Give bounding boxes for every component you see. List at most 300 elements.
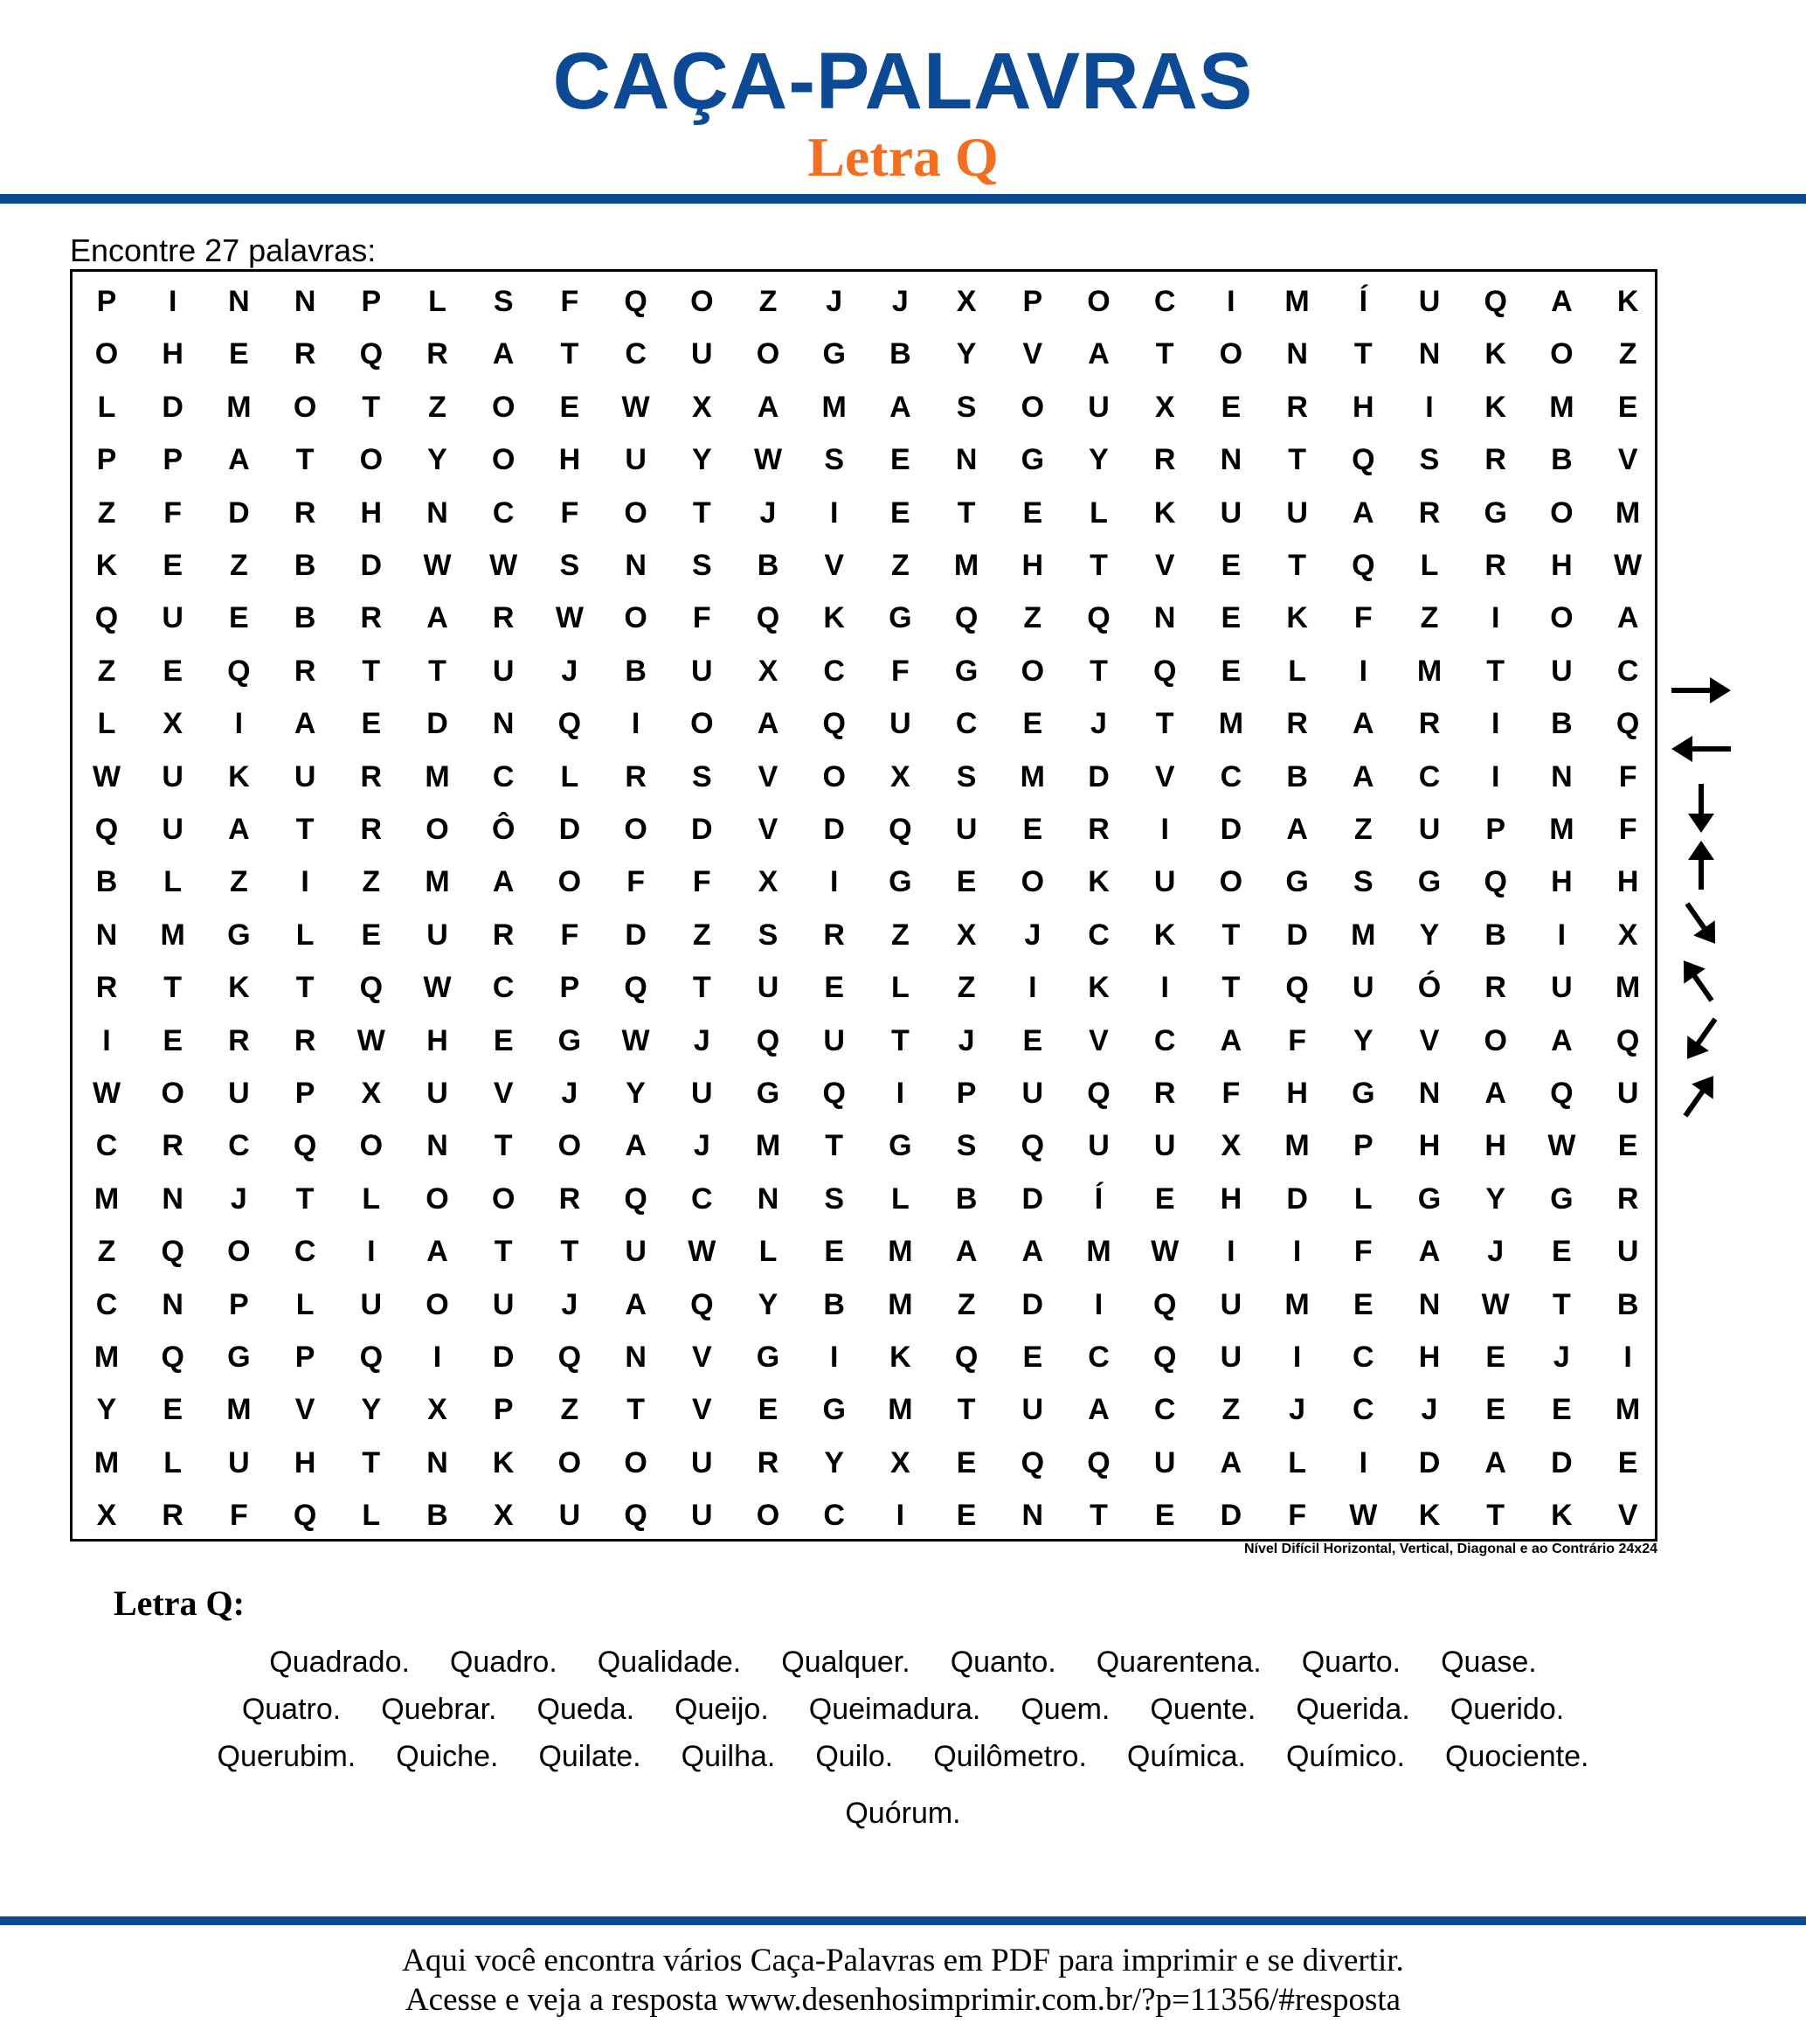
grid-cell: U	[1286, 495, 1308, 530]
grid-cell: N	[757, 1181, 779, 1216]
grid-cell: H	[1484, 1129, 1506, 1163]
grid-cell: Q	[227, 654, 251, 688]
grid-cell: E	[1221, 390, 1242, 424]
grid-cell: O	[624, 813, 647, 846]
grid-cell: H	[1616, 865, 1639, 899]
grid-cell: I	[168, 285, 177, 318]
grid-cell: U	[1153, 1129, 1176, 1163]
grid-cell: W	[1547, 1129, 1576, 1163]
grid-cell: U	[228, 1445, 250, 1479]
grid-cell: O	[1021, 865, 1045, 899]
grid-cell: U	[1021, 1393, 1044, 1427]
grid-cell: O	[491, 1181, 516, 1216]
grid-cell: G	[227, 1341, 251, 1374]
grid-cell: M	[1351, 918, 1376, 952]
grid-cell: T	[1155, 707, 1174, 741]
grid-cell: E	[361, 707, 382, 741]
grid-cell: C	[492, 495, 515, 530]
grid-cell: V	[1154, 549, 1175, 582]
grid-cell: U	[1220, 1287, 1242, 1321]
grid-cell: S	[559, 549, 580, 582]
grid-cell: R	[1418, 495, 1441, 530]
grid-cell: D	[1418, 1445, 1441, 1479]
grid-cell: T	[494, 1129, 513, 1163]
grid-cell: O	[293, 390, 317, 424]
grid-cell: C	[1088, 1341, 1110, 1374]
grid-cell: R	[1418, 707, 1441, 741]
grid-cell: Ó	[1417, 971, 1442, 1005]
grid-cell: Z	[1023, 601, 1042, 635]
grid-cell: E	[1485, 1393, 1506, 1427]
grid-cell: W	[1151, 1235, 1180, 1269]
grid-cell: G	[822, 337, 846, 371]
grid-cell: U	[1551, 654, 1573, 688]
grid-cell: I	[1557, 918, 1567, 952]
grid-cell: Q	[690, 1287, 714, 1321]
grid-cell: V	[824, 549, 845, 582]
grid-cell: U	[691, 1445, 713, 1479]
grid-cell: I	[829, 865, 839, 899]
grid-cell: Q	[161, 1235, 184, 1269]
grid-cell: W	[1481, 1287, 1510, 1321]
grid-cell: F	[1221, 1077, 1241, 1110]
grid-cell: M	[425, 759, 450, 793]
word-item: Quebrar.	[381, 1693, 497, 1726]
arrow-down-icon	[1688, 784, 1714, 833]
grid-cell: B	[1286, 759, 1308, 793]
grid-cell: P	[361, 285, 382, 318]
grid-cell: M	[226, 390, 252, 424]
grid-cell: U	[625, 443, 647, 477]
grid-cell: A	[1088, 337, 1110, 371]
grid-cell: R	[1153, 1077, 1176, 1110]
grid-cell: O	[1021, 390, 1045, 424]
grid-cell: M	[821, 390, 847, 424]
grid-cell: M	[1549, 813, 1574, 846]
grid-cell: R	[95, 971, 118, 1005]
grid-cell: O	[557, 1445, 582, 1479]
grid-cell: T	[957, 1393, 976, 1427]
grid-cell: E	[229, 601, 249, 635]
grid-cell: L	[163, 865, 183, 899]
grid-cell: B	[757, 549, 779, 582]
grid-cell: L	[560, 759, 579, 793]
grid-cell: E	[1022, 1341, 1043, 1374]
grid-cell: N	[294, 285, 316, 318]
grid-cell: Y	[691, 443, 712, 477]
grid-cell: Y	[1485, 1181, 1506, 1216]
grid-cell: U	[757, 971, 779, 1005]
grid-cell: C	[1153, 1023, 1176, 1057]
grid-cell: N	[625, 549, 647, 582]
grid-cell: A	[1088, 1393, 1110, 1427]
grid-cell: Z	[1420, 601, 1439, 635]
grid-cell: D	[558, 813, 581, 846]
grid-cell: F	[692, 865, 711, 899]
grid-cell: Z	[891, 549, 910, 582]
grid-cell: A	[1021, 1235, 1044, 1269]
grid-cell: Q	[1152, 1341, 1177, 1374]
word-list-row	[0, 1739, 1806, 1774]
grid-cell: C	[1616, 654, 1639, 688]
grid-cell: F	[1288, 1499, 1306, 1533]
instruction-text: Encontre 27 palavras:	[70, 232, 377, 268]
grid-cell: A	[625, 1287, 647, 1321]
grid-cell: Q	[624, 1499, 647, 1533]
grid-cell: M	[1020, 759, 1045, 793]
grid-cell: A	[1484, 1445, 1506, 1479]
grid-cell: I	[301, 865, 309, 899]
grid-cell: Ô	[491, 813, 516, 846]
grid-cell: M	[93, 1341, 120, 1374]
grid-cell: H	[1551, 549, 1573, 582]
grid-cell: Y	[427, 443, 447, 477]
grid-cell: W	[688, 1235, 716, 1269]
grid-cell: H	[1551, 865, 1573, 899]
grid-cell: E	[559, 390, 580, 424]
grid-cell: D	[1021, 1181, 1044, 1216]
grid-cell: U	[691, 1077, 713, 1110]
grid-cell: W	[621, 1023, 650, 1057]
grid-cell: H	[1418, 1341, 1441, 1374]
grid-cell: E	[1022, 707, 1043, 741]
grid-cell: D	[1220, 813, 1242, 846]
grid-cell: G	[822, 1393, 846, 1427]
grid-cell: G	[1417, 865, 1442, 899]
grid-cell: T	[494, 1235, 513, 1269]
grid-cell: T	[692, 495, 711, 530]
grid-cell: O	[1021, 654, 1045, 688]
grid-cell: X	[493, 1499, 514, 1533]
grid-cell: K	[823, 601, 845, 635]
grid-cell: U	[1551, 971, 1573, 1005]
grid-cell: G	[756, 1077, 780, 1110]
grid-cell: M	[888, 1393, 913, 1427]
grid-cell: M	[1284, 1129, 1310, 1163]
grid-cell: O	[227, 1235, 251, 1269]
grid-cell: O	[359, 1129, 384, 1163]
grid-cell: V	[758, 813, 778, 846]
grid-cell: E	[1552, 1235, 1572, 1269]
word-item: Querida.	[1296, 1693, 1410, 1726]
grid-cell: R	[757, 1445, 779, 1479]
grid-cell: M	[1615, 971, 1641, 1005]
difficulty-note: Nível Difícil Horizontal, Vertical, Diagonal e ao Contrário 24x24	[1243, 1542, 1657, 1556]
grid-cell: E	[1617, 390, 1638, 424]
grid-cell: T	[1486, 654, 1505, 688]
grid-cell: L	[1420, 549, 1439, 582]
grid-cell: E	[1485, 1341, 1506, 1374]
grid-cell: B	[955, 1181, 978, 1216]
grid-cell: D	[1286, 1181, 1308, 1216]
grid-cell: F	[1353, 1235, 1373, 1269]
word-item: Quadro.	[449, 1646, 557, 1679]
grid-cell: Q	[557, 1341, 582, 1374]
grid-cell: T	[1353, 337, 1373, 371]
grid-cell: I	[1491, 707, 1500, 741]
grid-cell: F	[1288, 1023, 1306, 1057]
grid-cell: I	[432, 1341, 442, 1374]
grid-cell: A	[426, 601, 448, 635]
direction-legend	[1664, 666, 1734, 1127]
grid-cell: U	[1021, 1077, 1044, 1110]
grid-cell: S	[1353, 865, 1374, 899]
grid-cell: Z	[97, 1235, 116, 1269]
grid-cell: Q	[954, 1341, 979, 1374]
grid-cell: M	[160, 918, 185, 952]
grid-cell: Y	[1419, 918, 1440, 952]
grid-cell: X	[361, 1077, 382, 1110]
grid-cell: O	[1219, 337, 1243, 371]
grid-cell: Z	[428, 390, 446, 424]
grid-cell: U	[691, 1499, 713, 1533]
grid-cell: M	[1549, 390, 1574, 424]
grid-cell: C	[95, 1287, 118, 1321]
grid-cell: O	[1550, 495, 1574, 530]
grid-cell: Q	[1352, 443, 1375, 477]
grid-cell: S	[956, 390, 977, 424]
grid-cell: F	[560, 918, 579, 952]
grid-cell: O	[1484, 1023, 1507, 1057]
grid-cell: J	[826, 285, 843, 318]
grid-cell: F	[1353, 601, 1373, 635]
grid-cell: Q	[1021, 1445, 1045, 1479]
grid-cell: H	[1021, 549, 1044, 582]
grid-cell: O	[690, 707, 714, 741]
word-item: Quilômetro.	[933, 1740, 1087, 1773]
grid-cell: O	[756, 337, 780, 371]
grid-cell: U	[1616, 1235, 1639, 1269]
grid-cell: L	[1288, 1445, 1306, 1479]
grid-cell: Y	[1089, 443, 1109, 477]
grid-cell: O	[426, 1181, 449, 1216]
grid-cell: N	[625, 1341, 647, 1374]
grid-cell: B	[294, 549, 316, 582]
grid-cell: P	[294, 1077, 315, 1110]
grid-cell: E	[493, 1023, 514, 1057]
grid-cell: C	[228, 1129, 250, 1163]
grid-cell: N	[426, 1445, 448, 1479]
grid-cell: L	[295, 1287, 315, 1321]
grid-cell: U	[691, 654, 713, 688]
grid-cell: E	[1221, 601, 1242, 635]
grid-cell: A	[757, 707, 779, 741]
grid-cell: R	[1153, 443, 1176, 477]
grid-cell: Q	[1021, 1129, 1045, 1163]
grid-cell: C	[823, 654, 845, 688]
grid-cell: Q	[1087, 1445, 1111, 1479]
grid-cell: I	[1425, 390, 1434, 424]
grid-cell: G	[889, 1129, 912, 1163]
grid-cell: Y	[758, 1287, 778, 1321]
grid-cell: A	[1353, 759, 1374, 793]
top-divider	[0, 194, 1806, 204]
grid-cell: I	[1491, 759, 1500, 793]
grid-cell: D	[691, 813, 713, 846]
grid-cell: J	[958, 1023, 975, 1057]
grid-cell: Z	[1353, 813, 1373, 846]
word-item: Quórum.	[845, 1797, 961, 1830]
grid-cell: U	[162, 601, 183, 635]
grid-cell: U	[1088, 390, 1110, 424]
grid-cell: I	[829, 495, 839, 530]
grid-cell: O	[690, 285, 714, 318]
grid-cell: G	[227, 918, 251, 952]
grid-cell: R	[162, 1499, 183, 1533]
grid-cell: C	[95, 1129, 118, 1163]
grid-cell: F	[163, 495, 183, 530]
grid-cell: J	[561, 1287, 578, 1321]
grid-cell: D	[1021, 1287, 1044, 1321]
grid-cell: D	[426, 707, 448, 741]
word-item: Quente.	[1150, 1693, 1256, 1726]
grid-cell: N	[1418, 1287, 1441, 1321]
grid-cell: A	[1220, 1445, 1242, 1479]
grid-cell: I	[1227, 285, 1235, 318]
grid-cell: W	[356, 1023, 385, 1057]
grid-cell: Q	[1087, 1077, 1111, 1110]
grid-cell: X	[956, 918, 977, 952]
grid-cell: P	[294, 1341, 315, 1374]
grid-cell: Q	[359, 337, 384, 371]
grid-cell: E	[1154, 1499, 1175, 1533]
grid-cell: O	[822, 759, 846, 793]
grid-cell: T	[560, 1235, 579, 1269]
grid-cell: L	[758, 1235, 778, 1269]
grid-cell: J	[561, 1077, 578, 1110]
grid-cell: R	[360, 813, 383, 846]
grid-cell: E	[1221, 549, 1242, 582]
grid-cell: P	[956, 1077, 977, 1110]
grid-cell: G	[1417, 1181, 1442, 1216]
word-item: Qualquer.	[781, 1646, 910, 1679]
grid-cell: I	[896, 1499, 905, 1533]
grid-cell: R	[1286, 707, 1308, 741]
grid-cell: Q	[756, 1023, 780, 1057]
grid-cell: I	[1160, 813, 1169, 846]
grid-cell: N	[1551, 759, 1573, 793]
grid-cell: H	[558, 443, 581, 477]
grid-cell: R	[294, 654, 316, 688]
grid-cell: L	[362, 1181, 381, 1216]
grid-cell: R	[360, 601, 383, 635]
grid-cell: K	[228, 971, 250, 1005]
grid-cell: W	[489, 549, 518, 582]
grid-cell: A	[492, 865, 515, 899]
grid-cell: U	[889, 707, 911, 741]
grid-cell: P	[96, 443, 117, 477]
grid-cell: A	[1616, 601, 1639, 635]
grid-cell: K	[228, 759, 250, 793]
grid-cell: J	[1421, 1393, 1438, 1427]
grid-cell: T	[362, 1445, 381, 1479]
grid-cell: C	[823, 1499, 845, 1533]
grid-cell: Y	[824, 1445, 845, 1479]
grid-cell: X	[96, 1499, 117, 1533]
grid-cell: E	[1022, 813, 1043, 846]
grid-cell: L	[1288, 654, 1306, 688]
grid-cell: V	[1617, 1499, 1638, 1533]
grid-cell: F	[692, 601, 711, 635]
grid-cell: U	[691, 337, 713, 371]
grid-cell: I	[1359, 654, 1368, 688]
grid-cell: V	[493, 1077, 514, 1110]
grid-cell: P	[493, 1393, 514, 1427]
grid-cell: T	[891, 1023, 910, 1057]
grid-cell: U	[1153, 1445, 1176, 1479]
grid-cell: E	[1221, 654, 1242, 688]
grid-cell: Q	[624, 971, 647, 1005]
grid-cell: R	[492, 601, 515, 635]
grid-cell: N	[426, 1129, 448, 1163]
grid-cell: N	[228, 285, 250, 318]
grid-cell: G	[1550, 1181, 1574, 1216]
grid-cell: E	[758, 1393, 778, 1427]
grid-cell: V	[1419, 1023, 1440, 1057]
grid-cell: D	[823, 813, 845, 846]
grid-cell: J	[561, 654, 578, 688]
grid-cell: W	[621, 390, 650, 424]
grid-cell: O	[1550, 601, 1574, 635]
grid-cell: E	[163, 1023, 183, 1057]
grid-cell: Z	[560, 1393, 579, 1427]
grid-cell: F	[891, 654, 910, 688]
grid-cell: B	[95, 865, 118, 899]
grid-cell: L	[163, 1445, 183, 1479]
grid-cell: L	[97, 390, 116, 424]
grid-cell: T	[1155, 337, 1174, 371]
arrow-up-right-icon	[1675, 1068, 1725, 1123]
grid-cell: U	[955, 813, 978, 846]
grid-cell: K	[1484, 390, 1506, 424]
grid-cell: E	[890, 443, 910, 477]
grid-cell: U	[426, 1077, 448, 1110]
grid-cell: H	[1286, 1077, 1308, 1110]
grid-cell: B	[294, 601, 316, 635]
grid-cell: L	[362, 1499, 381, 1533]
grid-cell: O	[624, 601, 647, 635]
word-item: Queda.	[536, 1693, 635, 1726]
grid-cell: Q	[293, 1129, 317, 1163]
grid-cell: U	[1088, 1129, 1110, 1163]
grid-cell: K	[889, 1341, 911, 1374]
grid-cell: P	[559, 971, 580, 1005]
grid-cell: O	[426, 1287, 449, 1321]
grid-cell: K	[1153, 495, 1176, 530]
grid-cell: I	[367, 1235, 376, 1269]
grid-cell: V	[294, 1393, 315, 1427]
grid-cell: J	[1289, 1393, 1306, 1427]
grid-cell: J	[1553, 1341, 1570, 1374]
grid-cell: M	[1086, 1235, 1111, 1269]
grid-cell: D	[162, 390, 183, 424]
grid-cell: A	[228, 813, 250, 846]
grid-cell: U	[1220, 1341, 1242, 1374]
grid-cell: L	[428, 285, 446, 318]
grid-cell: C	[1153, 1393, 1176, 1427]
grid-cell: U	[625, 1235, 647, 1269]
grid-cell: X	[758, 654, 778, 688]
grid-cell: O	[94, 337, 119, 371]
grid-cell: R	[1088, 813, 1110, 846]
grid-cell: T	[295, 813, 315, 846]
grid-cell: C	[1153, 285, 1176, 318]
grid-cell: L	[891, 971, 910, 1005]
word-item: Qualidade.	[597, 1646, 742, 1679]
grid-cell: Q	[557, 707, 582, 741]
grid-cell: Z	[957, 1287, 976, 1321]
grid-cell: A	[1418, 1235, 1441, 1269]
